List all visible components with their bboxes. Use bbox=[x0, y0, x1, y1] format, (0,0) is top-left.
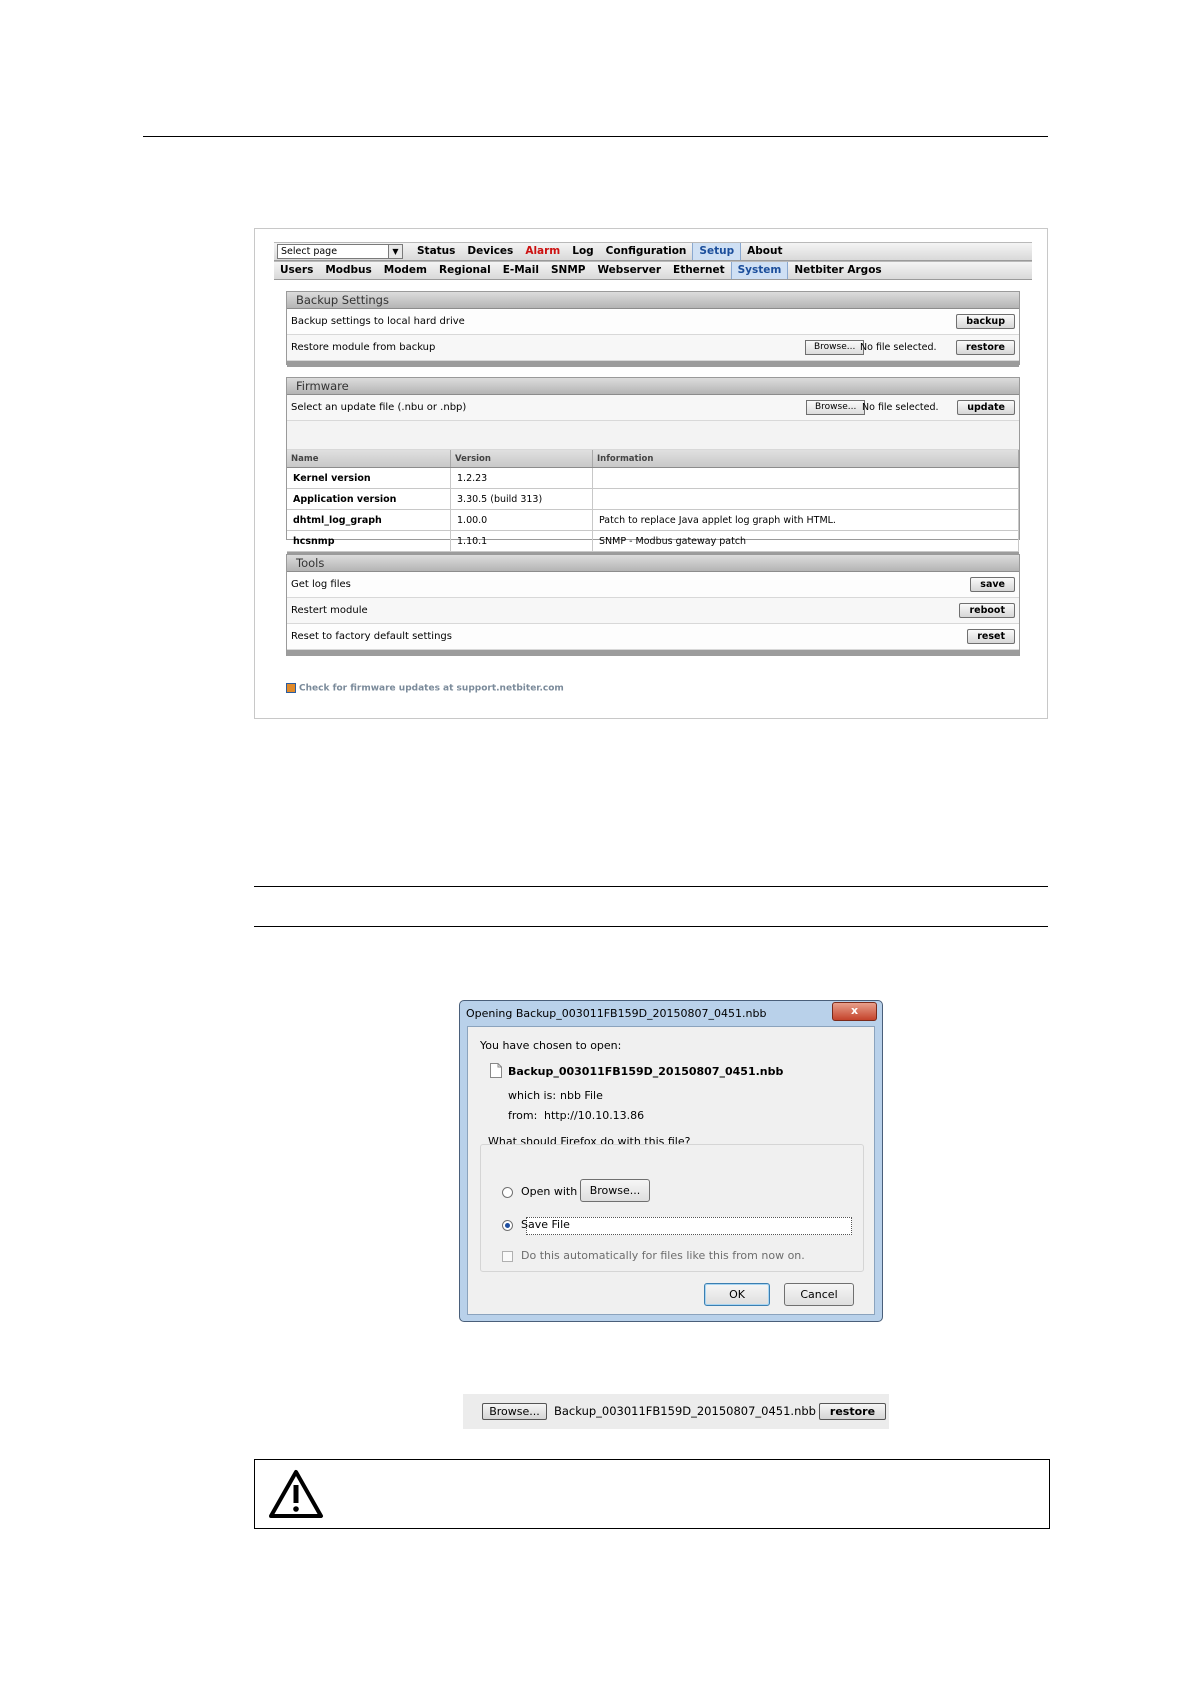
reboot-button[interactable]: reboot bbox=[959, 603, 1015, 618]
which-is-label: which is: bbox=[508, 1089, 557, 1102]
row-info bbox=[593, 489, 1019, 510]
nav-configuration[interactable]: Configuration bbox=[605, 245, 687, 257]
dialog-body bbox=[467, 1026, 875, 1315]
row-version: 1.2.23 bbox=[451, 468, 593, 489]
restore-browse-button[interactable]: Browse... bbox=[805, 340, 864, 355]
nav-setup[interactable]: Setup bbox=[692, 243, 741, 260]
select-page-dropdown[interactable] bbox=[277, 244, 403, 259]
subnav-ethernet[interactable]: Ethernet bbox=[673, 264, 725, 276]
firmware-spacer bbox=[287, 421, 1019, 450]
nav-about[interactable]: About bbox=[747, 245, 783, 257]
tools-row-log bbox=[287, 572, 1019, 598]
dialog-title: Opening Backup_003011FB159D_20150807_0451.nbb bbox=[466, 1007, 767, 1020]
col-version: Version bbox=[451, 450, 593, 468]
tools-title: Tools bbox=[287, 555, 1019, 572]
nav-devices[interactable]: Devices bbox=[467, 245, 514, 257]
subnav-snmp[interactable]: SNMP bbox=[550, 264, 586, 276]
strip-browse-button[interactable]: Browse... bbox=[482, 1403, 547, 1420]
firmware-update-link-text: Check for firmware updates at support.netbiter.com bbox=[299, 683, 564, 694]
subnav-email[interactable]: E-Mail bbox=[502, 264, 539, 276]
subnav-netbiter-argos[interactable]: Netbiter Argos bbox=[794, 264, 882, 276]
open-with-browse-button[interactable]: Browse... bbox=[580, 1179, 650, 1202]
firmware-select-label: Select an update file (.nbu or .nbp) bbox=[291, 402, 467, 413]
subnav-system[interactable]: System bbox=[731, 262, 789, 279]
strip-restore-button[interactable]: restore bbox=[819, 1403, 886, 1420]
download-dialog bbox=[459, 1000, 883, 1322]
table-row bbox=[287, 468, 1019, 489]
open-with-label[interactable]: Open with bbox=[521, 1185, 578, 1198]
auto-checkbox[interactable] bbox=[502, 1251, 513, 1262]
firmware-title: Firmware bbox=[287, 378, 1019, 395]
row-name: hcsnmp bbox=[287, 531, 451, 552]
restore-no-file-text: No file selected. bbox=[860, 342, 937, 353]
row-version: 3.30.5 (build 313) bbox=[451, 489, 593, 510]
netbiter-icon bbox=[286, 683, 296, 693]
subnav-modbus[interactable]: Modbus bbox=[325, 264, 372, 276]
save-file-field[interactable] bbox=[526, 1217, 852, 1235]
tools-row-restart bbox=[287, 598, 1019, 624]
row-info: Patch to replace Java applet log graph with HTML. bbox=[593, 510, 1019, 531]
subnav-users[interactable]: Users bbox=[280, 264, 314, 276]
firmware-update-link[interactable] bbox=[286, 683, 564, 694]
restore-row-label: Restore module from backup bbox=[291, 342, 436, 353]
strip-file-name: Backup_003011FB159D_20150807_0451.nbb bbox=[554, 1404, 816, 1418]
row-version: 1.00.0 bbox=[451, 510, 593, 531]
subnav-modem[interactable]: Modem bbox=[383, 264, 427, 276]
row-name: Application version bbox=[287, 489, 451, 510]
warning-triangle-icon bbox=[267, 1468, 325, 1520]
auto-label: Do this automatically for files like this from now on. bbox=[521, 1249, 805, 1262]
nav-status[interactable]: Status bbox=[417, 245, 456, 257]
from-value: http://10.10.13.86 bbox=[544, 1109, 645, 1122]
question-text: What should Firefox do with this file? bbox=[488, 1135, 691, 1148]
reset-button[interactable]: reset bbox=[967, 629, 1015, 644]
row-name: Kernel version bbox=[287, 468, 451, 489]
backup-settings-title: Backup Settings bbox=[287, 292, 1019, 309]
tools-row-reset bbox=[287, 624, 1019, 650]
col-information: Information bbox=[593, 450, 1019, 468]
firmware-no-file-text: No file selected. bbox=[862, 402, 939, 413]
top-rule bbox=[143, 136, 1048, 137]
table-row bbox=[287, 510, 1019, 531]
close-icon[interactable]: x bbox=[832, 1002, 877, 1021]
restore-row bbox=[287, 335, 1019, 361]
from-label: from: bbox=[508, 1109, 538, 1122]
backup-button[interactable]: backup bbox=[956, 314, 1015, 329]
panel-footer bbox=[287, 361, 1019, 367]
save-file-radio[interactable] bbox=[502, 1220, 513, 1231]
row-info: SNMP - Modbus gateway patch bbox=[593, 531, 1019, 552]
select-page-value: Select page bbox=[281, 246, 338, 257]
restore-strip bbox=[463, 1394, 889, 1429]
section-rule-upper bbox=[254, 886, 1048, 887]
backup-settings-panel bbox=[286, 291, 1020, 365]
webui-screenshot bbox=[254, 228, 1048, 719]
firmware-select-row bbox=[287, 395, 1019, 421]
cancel-button[interactable]: Cancel bbox=[784, 1283, 854, 1306]
main-nav bbox=[274, 242, 1032, 261]
tools-row-label: Restert module bbox=[291, 605, 368, 616]
file-name: Backup_003011FB159D_20150807_0451.nbb bbox=[508, 1065, 784, 1078]
update-button[interactable]: update bbox=[957, 400, 1015, 415]
subnav-webserver[interactable]: Webserver bbox=[597, 264, 662, 276]
chosen-text: You have chosen to open: bbox=[480, 1039, 622, 1052]
table-row bbox=[287, 531, 1019, 552]
ok-button[interactable]: OK bbox=[704, 1283, 770, 1306]
backup-row bbox=[287, 309, 1019, 335]
sub-nav bbox=[274, 261, 1032, 280]
row-info bbox=[593, 468, 1019, 489]
row-version: 1.10.1 bbox=[451, 531, 593, 552]
dialog-titlebar bbox=[460, 1001, 882, 1026]
row-name: dhtml_log_graph bbox=[287, 510, 451, 531]
open-with-radio[interactable] bbox=[502, 1187, 513, 1198]
restore-button[interactable]: restore bbox=[956, 340, 1015, 355]
tools-row-label: Get log files bbox=[291, 579, 351, 590]
file-icon bbox=[490, 1063, 502, 1078]
save-file-label[interactable]: Save File bbox=[521, 1218, 570, 1231]
chevron-down-icon[interactable]: ▼ bbox=[388, 245, 402, 258]
save-button[interactable]: save bbox=[970, 577, 1015, 592]
col-name: Name bbox=[287, 450, 451, 468]
firmware-table bbox=[287, 450, 1019, 552]
which-is-value: nbb File bbox=[560, 1089, 603, 1102]
tools-row-label: Reset to factory default settings bbox=[291, 631, 452, 642]
tools-panel bbox=[286, 554, 1020, 656]
nav-alarm[interactable]: Alarm bbox=[525, 245, 561, 257]
warning-box bbox=[254, 1459, 1050, 1529]
firmware-browse-button[interactable]: Browse... bbox=[806, 400, 865, 415]
subnav-regional[interactable]: Regional bbox=[439, 264, 491, 276]
panel-footer bbox=[287, 650, 1019, 656]
firmware-panel bbox=[286, 377, 1020, 547]
nav-log[interactable]: Log bbox=[572, 245, 594, 257]
table-row bbox=[287, 489, 1019, 510]
backup-row-label: Backup settings to local hard drive bbox=[291, 316, 465, 327]
section-rule-lower bbox=[254, 926, 1048, 927]
